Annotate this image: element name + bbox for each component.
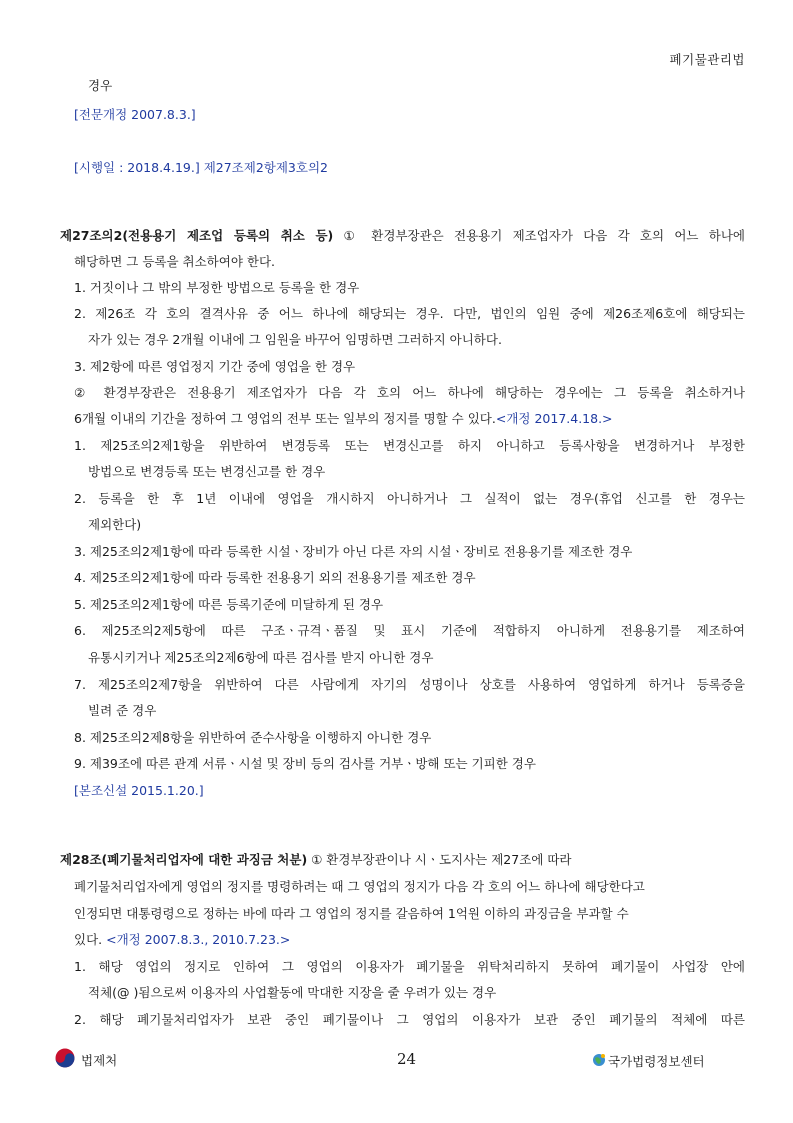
list-item: 5. 제25조의2제1항에 따른 등록기준에 미달하게 된 경우: [74, 597, 384, 612]
list-item: 3. 제25조의2제1항에 따라 등록한 시설ㆍ장비가 아닌 다른 자의 시설ㆍ장비로 전용용기를 제조한 경우: [74, 544, 633, 559]
footer-center-label: 국가법령정보센터: [608, 1054, 705, 1069]
paragraph-line: ② 환경부장관은 전용용기 제조업자가 다음 각 호의 어느 하나에 해당하는 경우에는 그 등록을 취소하거나: [74, 385, 745, 400]
list-item: 7. 제25조의2제7항을 위반하여 다른 사람에게 자기의 성명이나 상호를 사용하여 영업하게 하거나 등록증을: [74, 677, 745, 692]
taegeuk-logo-icon: [55, 1048, 75, 1071]
body-line: 해당하면 그 등록을 취소하여야 한다.: [74, 254, 275, 269]
article-text: ① 환경부장관은 전용용기 제조업자가 다음 각 호의 어느 하나에: [333, 228, 745, 243]
list-item-continuation: 제외한다): [88, 517, 142, 532]
globe-logo-icon: [592, 1053, 606, 1070]
paragraph-text: 있다.: [74, 932, 103, 947]
list-item-continuation: 유통시키거나 제25조의2제6항에 따른 검사를 받지 아니한 경우: [88, 650, 434, 665]
amendment-note: <개정 2017.4.18.>: [495, 411, 613, 426]
amendment-note: [전문개정 2007.8.3.]: [74, 107, 196, 122]
list-item: 6. 제25조의2제5항에 따른 구조ㆍ규격ㆍ품질 및 표시 기준에 적합하지 아니하게 전용용기를 제조하여: [74, 623, 745, 638]
article-27-2-heading: [60, 228, 745, 244]
list-item: 1. 거짓이나 그 밖의 부정한 방법으로 등록을 한 경우: [74, 280, 360, 295]
article-title: 제28조(폐기물처리업자에 대한 과징금 처분): [60, 852, 308, 867]
list-item-continuation: 적체(@ )됨으로써 이용자의 사업활동에 막대한 지장을 줄 우려가 있는 경우: [88, 985, 497, 1000]
list-item: 1. 제25조의2제1항을 위반하여 변경등록 또는 변경신고를 하지 아니하고 등록사항을 변경하거나 부정한: [74, 438, 745, 453]
page-header-title: 폐기물관리법: [669, 52, 745, 67]
paragraph-line: [74, 411, 613, 427]
list-item: 2. 등록을 한 후 1년 이내에 영업을 개시하지 아니하거나 그 실적이 없는 경우(휴업 신고를 한 경우는: [74, 491, 745, 506]
paragraph-line: 인정되면 대통령령으로 정하는 바에 따라 그 영업의 정지를 갈음하여 1억원 이하의 과징금을 부과할 수: [74, 906, 629, 921]
article-text: ① 환경부장관이나 시ㆍ도지사는 제27조에 따라: [307, 852, 572, 867]
paragraph-line: [74, 932, 290, 948]
list-item: 1. 해당 영업의 정지로 인하여 그 영업의 이용자가 폐기물을 위탁처리하지 못하여 폐기물이 사업장 안에: [74, 959, 745, 974]
list-item-continuation: 빌려 준 경우: [88, 703, 157, 718]
paragraph-line: 폐기물처리업자에게 영업의 정지를 명령하려는 때 그 영업의 정지가 다음 각 호의 어느 하나에 해당한다고: [74, 879, 645, 894]
list-item-continuation: 방법으로 변경등록 또는 변경신고를 한 경우: [88, 464, 326, 479]
list-item: 2. 제26조 각 호의 결격사유 중 어느 하나에 해당되는 경우. 다만, 법인의 임원 중에 제26조제6호에 해당되는: [74, 306, 745, 321]
list-item: 9. 제39조에 따른 관계 서류ㆍ시설 및 장비 등의 검사를 거부ㆍ방해 또는 기피한 경우: [74, 756, 536, 771]
effective-date-note: [시행일 : 2018.4.19.] 제27조제2항제3호의2: [74, 160, 328, 175]
amendment-note: [본조신설 2015.1.20.]: [74, 783, 204, 798]
footer-right: [592, 1052, 705, 1070]
footer-org-label: 법제처: [81, 1052, 118, 1068]
list-item: 8. 제25조의2제8항을 위반하여 준수사항을 이행하지 아니한 경우: [74, 730, 432, 745]
list-item: 4. 제25조의2제1항에 따라 등록한 전용용기 외의 전용용기를 제조한 경우: [74, 570, 476, 585]
amendment-note: <개정 2007.8.3., 2010.7.23.>: [102, 932, 291, 947]
page-number: 24: [397, 1050, 417, 1068]
list-item: 2. 해당 폐기물처리업자가 보관 중인 폐기물이나 그 영업의 이용자가 보관 중인 폐기물의 적체에 따른: [74, 1012, 745, 1027]
paragraph-text: 6개월 이내의 기간을 정하여 그 영업의 전부 또는 일부의 정지를 명할 수 있다.: [74, 411, 496, 426]
footer-left: [55, 1048, 117, 1071]
article-28-heading: [60, 852, 572, 868]
article-title: 제27조의2(전용용기 제조업 등록의 취소 등): [60, 228, 334, 243]
list-item: 3. 제2항에 따른 영업정지 기간 중에 영업을 한 경우: [74, 359, 356, 374]
body-line: 경우: [88, 78, 113, 93]
list-item-continuation: 자가 있는 경우 2개월 이내에 그 임원을 바꾸어 임명하면 그러하지 아니하다.: [88, 332, 502, 347]
